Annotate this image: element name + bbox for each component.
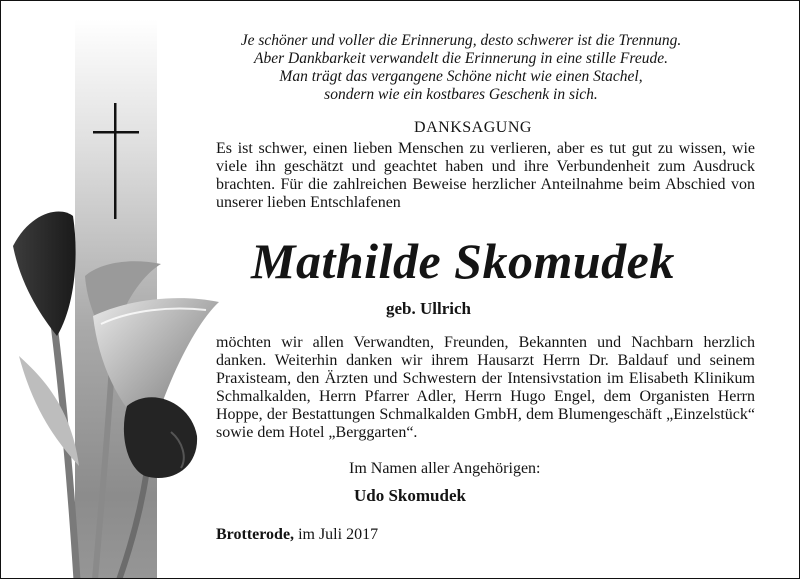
poem-line: sondern wie ein kostbares Geschenk in sich. [324,86,598,103]
place-name: Brotterode, [216,526,295,543]
on-behalf-line: Im Namen aller Angehörigen: [349,460,541,477]
signer-name: Udo Skomudek [354,486,466,505]
deceased-name: Mathilde Skomudek [251,233,675,289]
intro-paragraph: Es ist schwer, einen lieben Menschen zu verlieren, aber es tut gut zu wissen, wie viele ihn geschätzt und geachtet haben und ihre Verbundenheit zum Ausdruck brachten. Für die zahlreichen Beweise herzlicher Anteilnahme beim Abschied von unserer lieben Entschlafenen [216,140,755,211]
place-date [216,526,378,544]
notice-heading: DANKSAGUNG [414,119,532,136]
poem-line: Aber Dankbarkeit verwandelt die Erinnerung in eine stille Freude. [254,50,668,67]
cross-icon [93,103,139,219]
calla-lily-illustration [1,206,236,579]
poem-line: Man trägt das vergangene Schöne nicht wie einen Stachel, [279,68,643,85]
thanks-paragraph: möchten wir allen Verwandten, Freunden, Bekannten und Nachbarn herzlich danken. Weiterhin danken wir ihrem Hausarzt Herrn Dr. Baldauf und seinem Praxisteam, den Ärzten und Schwestern der Intensivstation im Elisabeth Klinikum Schmalkalden, Herrn Pfarrer Adler, Herrn Hugo Engel, dem Organisten Herrn Hoppe, der Bestattungen Schmalkalden GmbH, dem Blumengeschäft „Einzelstück“ sowie dem Hotel „Berggarten“. [216,334,755,441]
memorial-poem [201,32,721,104]
maiden-name: geb. Ullrich [386,299,471,318]
poem-line: Je schöner und voller die Erinnerung, desto schwerer ist die Trennung. [240,32,682,49]
notice-date: im Juli 2017 [298,526,379,543]
